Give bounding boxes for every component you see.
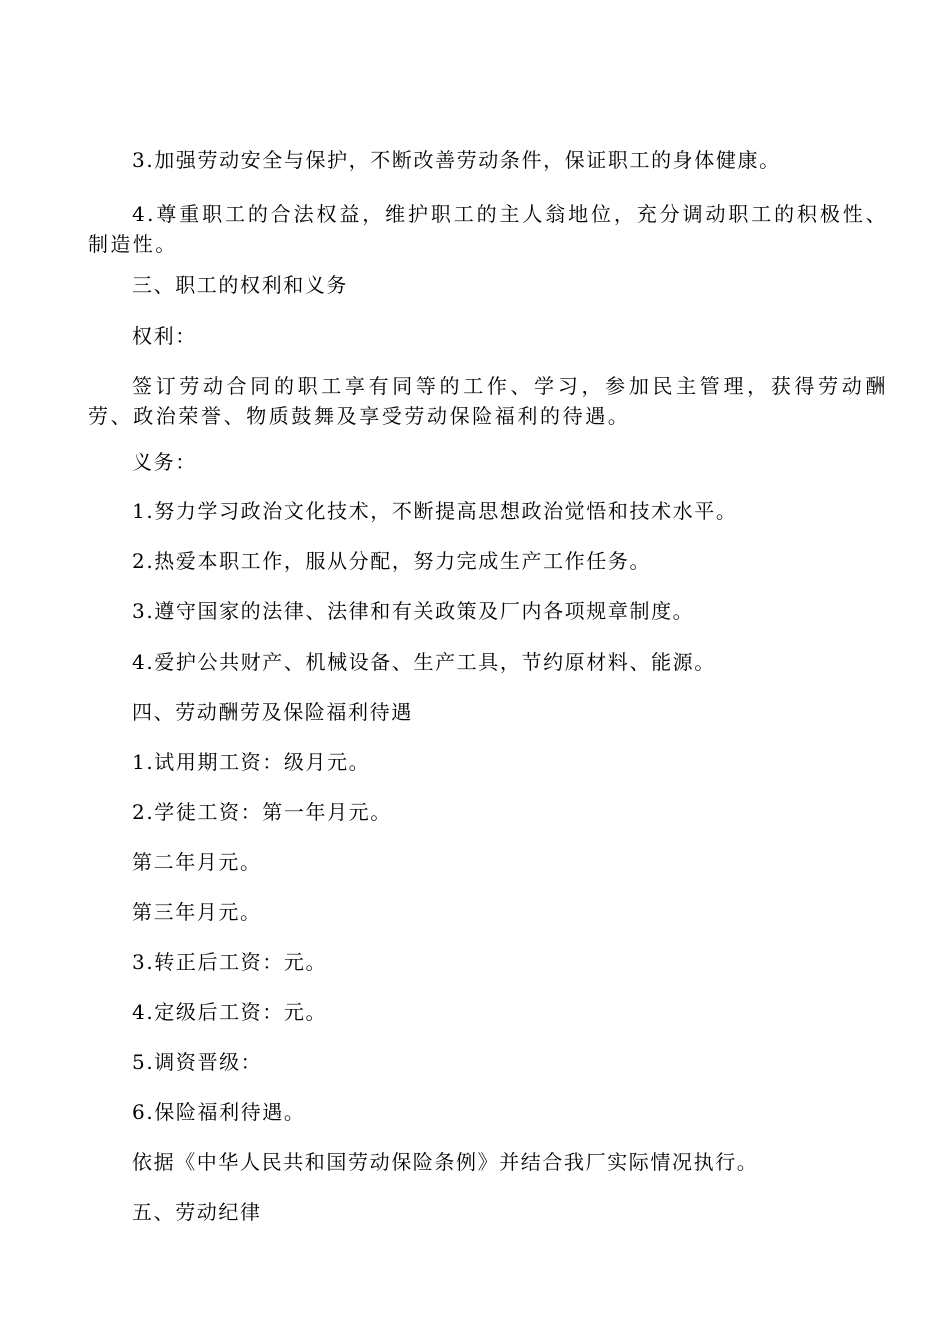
pay-item-2: 2.学徒工资：第一年月元。 (132, 800, 392, 824)
duties-label: 义务： (132, 450, 197, 474)
duty-item-4: 4.爱护公共财产、机械设备、生产工具，节约原材料、能源。 (132, 650, 716, 674)
rights-label: 权利： (132, 324, 197, 348)
pay-item-5: 5.调资晋级： (132, 1050, 263, 1074)
duty-item-2: 2.热爱本职工作，服从分配，努力完成生产工作任务。 (132, 549, 652, 573)
rights-paragraph: 签订劳动合同的职工享有同等的工作、学习，参加民主管理，获得劳动酬劳、政治荣誉、物质鼓舞及享受劳动保险福利的待遇。 (88, 374, 888, 428)
pay-item-1: 1.试用期工资：级月元。 (132, 750, 371, 774)
pay-item-6: 6.保险福利待遇。 (132, 1100, 306, 1124)
duty-item-1: 1.努力学习政治文化技术，不断提高思想政治觉悟和技术水平。 (132, 499, 738, 523)
section-heading-rights-duties: 三、职工的权利和义务 (132, 273, 348, 297)
insurance-basis-paragraph: 依据《中华人民共和国劳动保险条例》并结合我厂实际情况执行。 (132, 1150, 759, 1174)
pay-item-2-year-3: 第三年月元。 (132, 900, 262, 924)
pay-item-4: 4.定级后工资：元。 (132, 1000, 328, 1024)
paragraph-item-4: 4.尊重职工的合法权益，维护职工的主人翁地位，充分调动职工的积极性、制造性。 (88, 202, 888, 256)
duty-item-3: 3.遵守国家的法律、法律和有关政策及厂内各项规章制度。 (132, 599, 695, 623)
section-heading-discipline: 五、劳动纪律 (132, 1200, 262, 1224)
pay-item-3: 3.转正后工资：元。 (132, 950, 328, 974)
section-heading-pay-welfare: 四、劳动酬劳及保险福利待遇 (132, 700, 413, 724)
paragraph-item-3: 3.加强劳动安全与保护，不断改善劳动条件，保证职工的身体健康。 (132, 148, 781, 172)
pay-item-2-year-2: 第二年月元。 (132, 850, 262, 874)
